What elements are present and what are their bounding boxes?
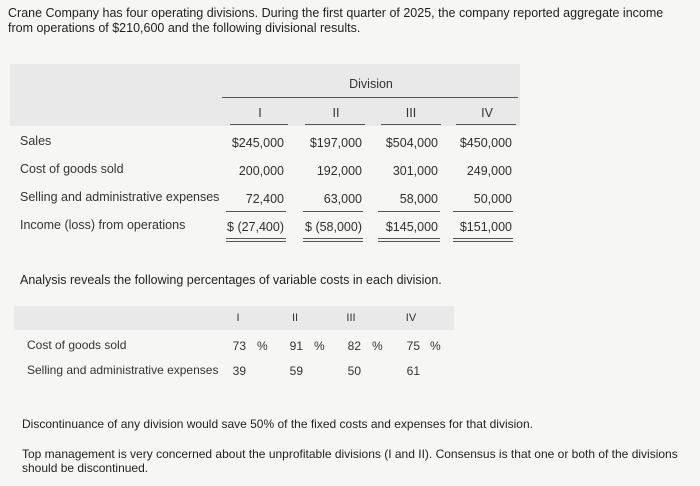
- total-rule-I: [226, 238, 286, 242]
- percent-sign: %: [314, 339, 325, 353]
- col-rule-I: [230, 124, 288, 125]
- table-cell: 192,000: [316, 164, 362, 178]
- table-cell: 58,000: [399, 192, 438, 206]
- pct-column-header-I: I: [236, 312, 240, 324]
- col-rule-IV: [456, 124, 516, 125]
- column-header-I: I: [258, 106, 262, 120]
- table-cell: 50: [347, 364, 361, 378]
- pct-row-label-cogs: Cost of goods sold: [27, 338, 127, 352]
- pct-column-header-II: II: [291, 312, 299, 324]
- table-cell: 75: [406, 339, 420, 353]
- table-cell: $145,000: [385, 220, 438, 234]
- note-management: Top management is very concerned about the unprofitable divisions (I and II). Consensus is that one or both of the divisions should be discontinued.: [22, 447, 678, 475]
- subtotal-rule-III: [378, 211, 440, 212]
- division-header-rule: [222, 97, 518, 98]
- row-label-income: Income (loss) from operations: [20, 218, 186, 232]
- table-cell: 63,000: [323, 192, 362, 206]
- analysis-text: Analysis reveals the following percentages of variable costs in each division.: [20, 273, 442, 287]
- column-header-III: III: [405, 106, 417, 120]
- total-rule-IV: [453, 238, 513, 242]
- percent-sign: %: [372, 339, 383, 353]
- table-cell: 200,000: [238, 164, 284, 178]
- table-cell: $151,000: [459, 220, 512, 234]
- table-cell: 59: [289, 364, 303, 378]
- table-cell: 73: [232, 339, 246, 353]
- pct-row-label-selling-admin: Selling and administrative expenses: [27, 363, 219, 377]
- pct-column-header-III: III: [346, 312, 356, 324]
- col-rule-II: [305, 124, 365, 125]
- subtotal-rule-IV: [453, 211, 513, 212]
- table-cell: 249,000: [466, 164, 512, 178]
- table-cell: 39: [232, 364, 246, 378]
- column-header-IV: IV: [481, 106, 493, 120]
- table-cell: 61: [406, 364, 420, 378]
- row-label-selling-admin: Selling and administrative expenses: [20, 190, 220, 204]
- col-rule-III: [381, 124, 441, 125]
- pct-column-header-IV: IV: [405, 312, 417, 324]
- table-cell: $197,000: [309, 136, 362, 150]
- division-group-header: Division: [349, 77, 393, 91]
- problem-intro: Crane Company has four operating divisions. During the first quarter of 2025, the company reported aggregate income from operations of $210,600 and the following divisional results.: [8, 6, 664, 35]
- percent-sign: %: [430, 339, 441, 353]
- table-cell: $ (27,400): [227, 220, 284, 234]
- table-cell: 301,000: [392, 164, 438, 178]
- percent-sign: %: [257, 339, 268, 353]
- table-cell: 91: [289, 339, 303, 353]
- table-cell: 72,400: [245, 192, 284, 206]
- subtotal-rule-II: [303, 211, 363, 212]
- subtotal-rule-I: [226, 211, 286, 212]
- total-rule-III: [378, 238, 440, 242]
- table-cell: 50,000: [473, 192, 512, 206]
- table-cell: $504,000: [385, 136, 438, 150]
- table-cell: $ (58,000): [305, 220, 362, 234]
- column-header-II: II: [332, 106, 340, 120]
- total-rule-II: [303, 238, 363, 242]
- table-cell: $245,000: [231, 136, 284, 150]
- table-cell: 82: [347, 339, 361, 353]
- table-cell: $450,000: [459, 136, 512, 150]
- note-discontinuance: Discontinuance of any division would save 50% of the fixed costs and expenses for that division.: [22, 417, 533, 431]
- row-label-cogs: Cost of goods sold: [20, 162, 124, 176]
- row-label-sales: Sales: [20, 134, 52, 148]
